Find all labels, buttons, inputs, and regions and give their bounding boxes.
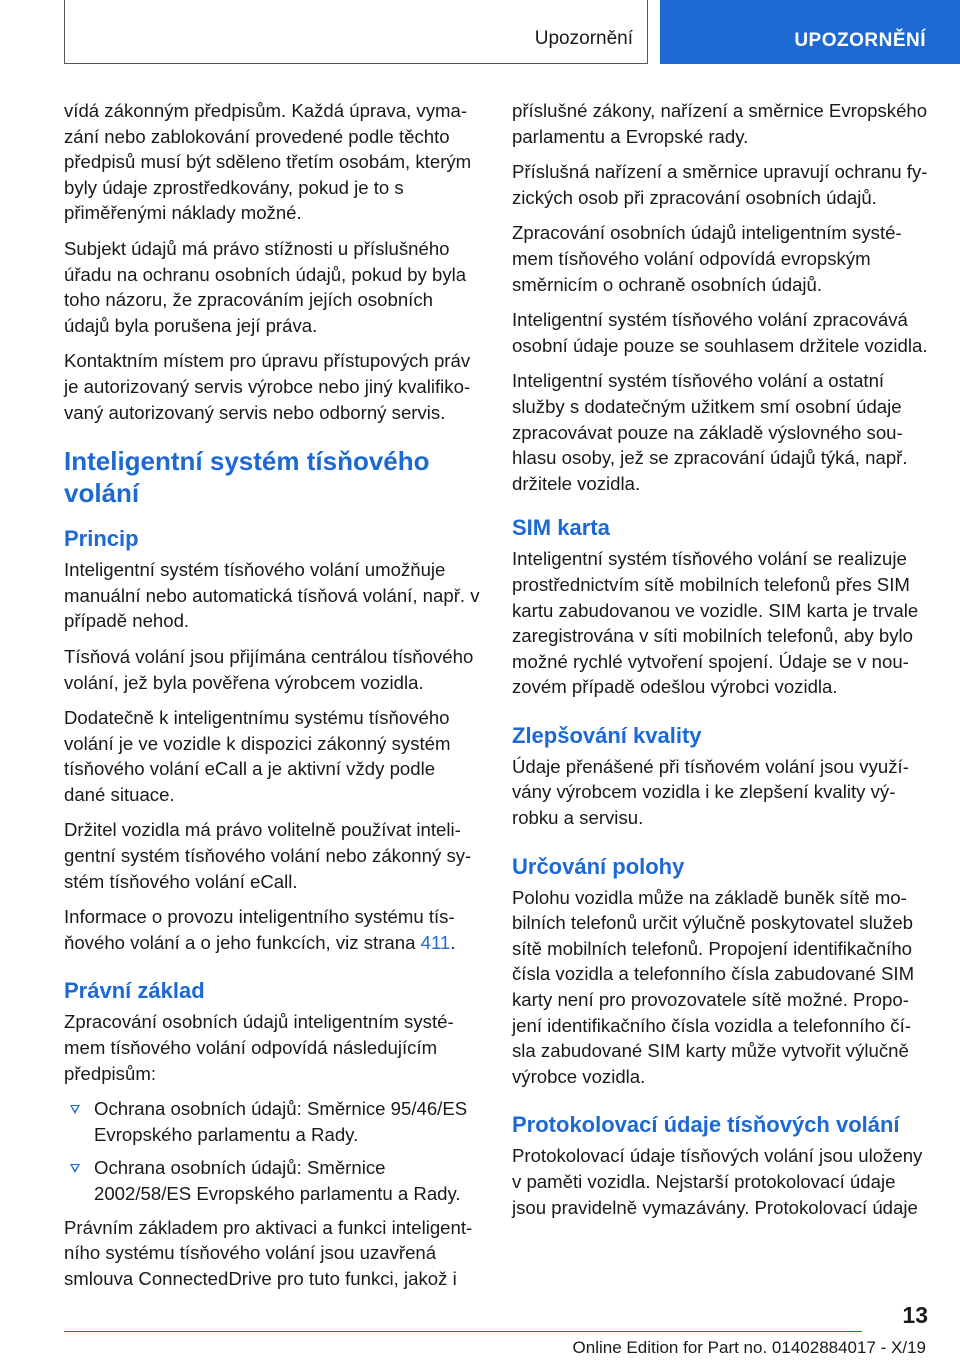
paragraph: Subjekt údajů má právo stížnosti u příslušného úřadu na ochranu osobních údajů, pokud by byla toho názoru, že zpracováním jejích osobních údajů byla porušena její práva. <box>64 237 467 336</box>
paragraph: Příslušná nařízení a směrnice upravují ochranu fyzických osob při zpracování osobních údajů. <box>512 161 928 208</box>
subheading-positioning: Určování polohy <box>512 853 685 879</box>
header-chapter-tab[interactable] <box>660 0 960 64</box>
list-item <box>64 1096 480 1147</box>
section-heading-emergency-call: Inteligentní systém tísňového volání <box>64 446 430 509</box>
paragraph: vídá zákonným předpisům. Každá úprava, vymazání nebo zablokování provedené podle těchto předpisů musí být sděleno třetím osobám, kterým byly údaje zprostředkovány, pokud je to s přiměřenými náklady možné. <box>64 100 472 224</box>
subheading-sim-card: SIM karta <box>512 515 610 541</box>
right-column <box>512 98 928 1230</box>
paragraph: Inteligentní systém tísňového volání se realizuje prostřednictvím sítě mobilních telefonů přes SIM kartu zabudovanou ve vozidle. SIM karta je trvale zaregistrována v síti mobilních telefonů, aby bylo možné rychlé vytvoření spojení. Údaje se v nouzovém případě odešlou výrobci vozidla. <box>512 548 919 698</box>
paragraph-with-link <box>64 904 480 955</box>
paragraph: Údaje přenášené při tísňovém volání jsou využívány výrobcem vozidla i ke zlepšení kvality výrobku a servisu. <box>512 755 909 829</box>
paragraph: Inteligentní systém tísňového volání a ostatní služby s dodatečným užitkem smí osobní údaje zpracovávat pouze na základě výslovného souhlasu osoby, jež se zpracování údajů týká, např. držitele vozidla. <box>512 370 908 494</box>
list-item-text: Ochrana osobních údajů: Směrnice 2002/58/ES Evropského parlamentu a Rady. <box>94 1157 461 1204</box>
subheading-log-data: Protokolovací údaje tísňových volání <box>512 1112 900 1138</box>
paragraph: Právním základem pro aktivaci a funkci inteligentního systému tísňového volání jsou uzavřená smlouva ConnectedDrive pro tuto funkci, jakož i <box>64 1216 473 1289</box>
header-section-box <box>64 0 648 64</box>
paragraph: Zpracování osobních údajů inteligentním systémem tísňového volání odpovídá evropským směrnicím o ochraně osobních údajů. <box>512 222 902 295</box>
footer-divider <box>64 1331 862 1332</box>
subheading-legal-basis: Právní základ <box>64 978 205 1004</box>
paragraph: Držitel vozidla má právo volitelně používat inteligentní systém tísňového volání nebo zákonný systém tísňového volání eCall. <box>64 819 472 892</box>
paragraph: Kontaktním místem pro úpravu přístupových práv je autorizovaný servis výrobce nebo jiný kvalifikovaný autorizovaný servis nebo odborný servis. <box>64 350 471 423</box>
page-number: 13 <box>902 1302 928 1328</box>
paragraph-text: Informace o provozu inteligentního systému tísňového volání a o jeho funkcích, viz strana <box>64 906 455 953</box>
subheading-quality-improvement: Zlepšování kvality <box>512 722 702 748</box>
paragraph: příslušné zákony, nařízení a směrnice Evropského parlamentu a Evropské rady. <box>512 100 928 147</box>
paragraph: Polohu vozidla může na základě buněk sítě mobilních telefonů určit výlučně poskytovatel služeb sítě mobilních telefonů. Propojení identifikačního čísla vozidla a telefonního čísla zabudované SIM karty není pro provozovatele sítě možné. Propojení identifikačního čísla vozidla a telefonního čísla zabudované SIM karty může vytvořit výlučně výrobce vozidla. <box>512 886 915 1087</box>
page-header <box>0 0 960 66</box>
list-item-text: Ochrana osobních údajů: Směrnice 95/46/ES Evropského parlamentu a Rady. <box>94 1098 468 1145</box>
list-item <box>64 1155 480 1206</box>
paragraph: Inteligentní systém tísňového volání zpracovává osobní údaje pouze se souhlasem držitele vozidla. <box>512 309 928 356</box>
triangle-bullet-icon <box>70 1164 80 1173</box>
paragraph: Tísňová volání jsou přijímána centrálou tísňového volání, jež byla pověřena výrobcem vozidla. <box>64 645 474 693</box>
paragraph: Dodatečně k inteligentnímu systému tísňového volání je ve vozidle k dispozici zákonný systém tísňového volání eCall a je aktivní vždy podle dané situace. <box>64 707 451 805</box>
page-reference-link[interactable]: 411 <box>420 931 451 953</box>
triangle-bullet-icon <box>70 1105 80 1114</box>
footer-edition: Online Edition for Part no. 01402884017 - X/19 <box>572 1338 926 1357</box>
bullet-list <box>64 1096 480 1206</box>
paragraph: Inteligentní systém tísňového volání umožňuje manuální nebo automatická tísňová volání, např. v případě nehod. <box>64 559 480 632</box>
paragraph: Zpracování osobních údajů inteligentním systémem tísňového volání odpovídá následujícím předpisům: <box>64 1011 454 1084</box>
paragraph: Protokolovací údaje tísňových volání jsou uloženy v paměti vozidla. Nejstarší protokolovací údaje jsou pravidelně vymazávány. Protokolovací údaje <box>512 1145 923 1218</box>
paragraph-end: . <box>450 931 456 953</box>
header-chapter-label: UPOZORNĚNÍ <box>794 30 926 51</box>
left-column <box>64 98 480 1301</box>
header-section-title: Upozornění <box>534 28 633 49</box>
subheading-principle: Princip <box>64 526 139 552</box>
